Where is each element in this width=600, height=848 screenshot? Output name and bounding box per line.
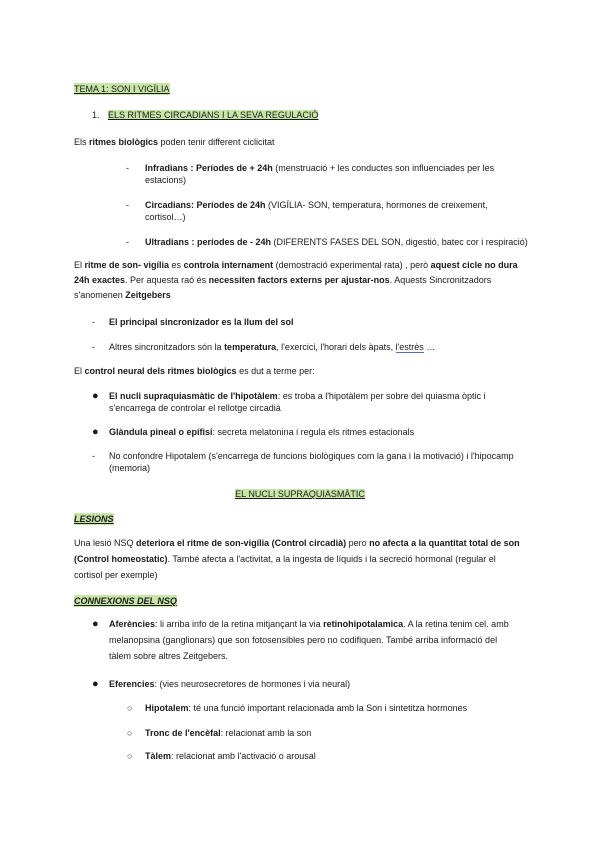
- text: s'anomenen: [74, 290, 126, 300]
- list-bullet: ●: [92, 390, 99, 402]
- item-bold: Glàndula pineal o epífisi: [109, 427, 213, 437]
- item-bold: Circadians: Períodes de 24h: [145, 200, 266, 210]
- text: pero: [346, 538, 370, 548]
- list-item-eferencies: [109, 678, 549, 690]
- list-item: [145, 236, 540, 248]
- section-number: 1.: [92, 110, 100, 120]
- text: (demostració experimental rata) , però: [273, 260, 431, 270]
- lesions-heading: LESIONS: [74, 514, 114, 524]
- item-text-line2: cortisol…): [145, 212, 186, 222]
- list-bullet: ●: [92, 678, 99, 690]
- item-text: No confondre Hipotalem (s'encarrega de funcions biològiques com la gana i la motivació) i l'hipocamp: [109, 451, 514, 461]
- text-bold: no afecta a la quantitat total de son: [369, 538, 520, 548]
- list-bullet: ●: [92, 426, 99, 438]
- text: El: [74, 366, 85, 376]
- connexions-heading: CONNEXIONS DEL NSQ: [74, 596, 177, 606]
- text-bold: 24h exactes: [74, 275, 126, 285]
- item-bold: Hipotalem: [145, 703, 189, 713]
- list-bullet: -: [92, 342, 95, 352]
- list-bullet: -: [126, 237, 129, 247]
- list-bullet: -: [126, 163, 129, 173]
- item-text: (VIGÍLIA- SON, temperatura, hormones de creixement,: [265, 200, 488, 210]
- item-text-line3: tàlem sobre altres Zeitgebers.: [109, 651, 229, 661]
- page-title: TEMA 1: SON I VIGÍLIA: [74, 84, 170, 94]
- item-text: : té una funció important relacionada amb la Son i sintetitza hormones: [188, 703, 468, 713]
- intro-post: poden tenir different ciclicitat: [158, 137, 275, 147]
- text-bold: Zeitgebers: [125, 290, 171, 300]
- sub-list-item: [145, 750, 545, 762]
- item-bold: temperatura: [224, 342, 277, 352]
- item-text-line2: (memoria): [109, 463, 151, 473]
- item-bold: El principal sincronizador es la llum del sol: [109, 317, 294, 327]
- nucli-heading-text: EL NUCLI SUPRAQUIASMÀTIC: [235, 489, 365, 499]
- item-text-line2: s'encarrega de controlar el rellotge circadià: [109, 403, 281, 413]
- text: El: [74, 260, 85, 270]
- sub-bullet: ○: [127, 728, 133, 738]
- text-bold: necessiten factors externs per ajustar-nos: [208, 275, 390, 285]
- item-text-line2: melanopsina (ganglionars) que son fotosensibles pero no codifiquen. També arriba informació del: [109, 635, 498, 645]
- sub-bullet: ○: [127, 751, 133, 761]
- text-bold: deteriora el ritme de son-vigília (Control circadià): [136, 538, 347, 548]
- sub-list-item: [145, 702, 545, 714]
- item-bold: retinohipotalamica: [323, 619, 404, 629]
- list-bullet: -: [92, 317, 95, 327]
- text-bold: controla internament: [183, 260, 274, 270]
- section-heading-1: [92, 109, 318, 121]
- item-text: Altres sincronitzadors són la: [109, 342, 225, 352]
- item-text: : li arriba info de la retina mitjançant la via: [155, 619, 324, 629]
- highlighted-word: l'estrès: [395, 342, 424, 352]
- list-item: [109, 316, 549, 328]
- item-text: : relacionat amb l'activació o arousal: [171, 751, 316, 761]
- item-text-line2: estacions): [145, 175, 187, 185]
- zeitgebers-paragraph: [74, 259, 554, 301]
- list-item-aferencies: [109, 618, 554, 662]
- item-text: : secreta melatonina i regula els ritmes estacionals: [212, 427, 415, 437]
- item-bold: Tàlem: [145, 751, 172, 761]
- text-bold: control neural dels ritmes biològics: [84, 366, 237, 376]
- intro-bold: ritmes biològics: [89, 137, 159, 147]
- lesions-paragraph: [74, 537, 554, 581]
- item-text: , l'exercici, l'horari dels àpats,: [276, 342, 396, 352]
- text: Una lesió NSQ: [74, 538, 137, 548]
- list-item: [109, 341, 549, 353]
- text: . Aquests Sincronitzadors: [389, 275, 492, 285]
- section-label: ELS RITMES CIRCADIANS I LA SEVA REGULACIÓ: [108, 110, 319, 120]
- item-text: . A la retina tenim cel. amb: [403, 619, 509, 629]
- text: cortisol per exemple): [74, 570, 158, 580]
- sub-list-item: [145, 727, 545, 739]
- text: . També afecta a l'activitat, a la ingesta de líquids i la secreció hormonal (regular el: [167, 554, 496, 564]
- item-text: : (vies neurosecretores de hormones i via neural): [154, 679, 351, 689]
- item-bold: Ultradians : períodes de - 24h: [145, 237, 272, 247]
- list-item: [145, 162, 540, 186]
- text-bold: (Control homeostatic): [74, 554, 168, 564]
- nucli-heading: [0, 488, 600, 500]
- item-text: (DIFERENTS FASES DEL SON, digestió, batec cor i respiració): [271, 237, 528, 247]
- text: es: [169, 260, 184, 270]
- list-bullet: ●: [92, 618, 99, 630]
- item-text: : relacionat amb la son: [220, 728, 312, 738]
- text-bold: aquest cicle no dura: [430, 260, 518, 270]
- list-item: [109, 426, 549, 438]
- list-item: [145, 199, 540, 223]
- text-bold: ritme de son- vigília: [84, 260, 170, 270]
- text: es dut a terme per:: [236, 366, 315, 376]
- sub-bullet: ○: [127, 703, 133, 713]
- item-text: (menstruació + les conductes son influenciades per les: [272, 163, 495, 173]
- list-bullet: -: [92, 451, 95, 461]
- intro-paragraph: [74, 136, 544, 148]
- list-bullet: -: [126, 200, 129, 210]
- item-text: : es troba a l'hipotàlem per sobre del quiasma òptic i: [277, 391, 486, 401]
- item-bold: Aferències: [109, 619, 156, 629]
- item-bold: Infradians : Períodes de + 24h: [145, 163, 273, 173]
- item-bold: Eferencies: [109, 679, 155, 689]
- item-text: …: [423, 342, 436, 352]
- neural-control-paragraph: [74, 365, 544, 377]
- list-item: [109, 390, 549, 414]
- intro-pre: Els: [74, 137, 90, 147]
- list-item: [109, 450, 569, 474]
- item-bold: El nucli supraquiasmàtic de l'hipotàlem: [109, 391, 278, 401]
- text: . Per aquesta raó és: [125, 275, 209, 285]
- item-bold: Tronc de l'encèfal: [145, 728, 221, 738]
